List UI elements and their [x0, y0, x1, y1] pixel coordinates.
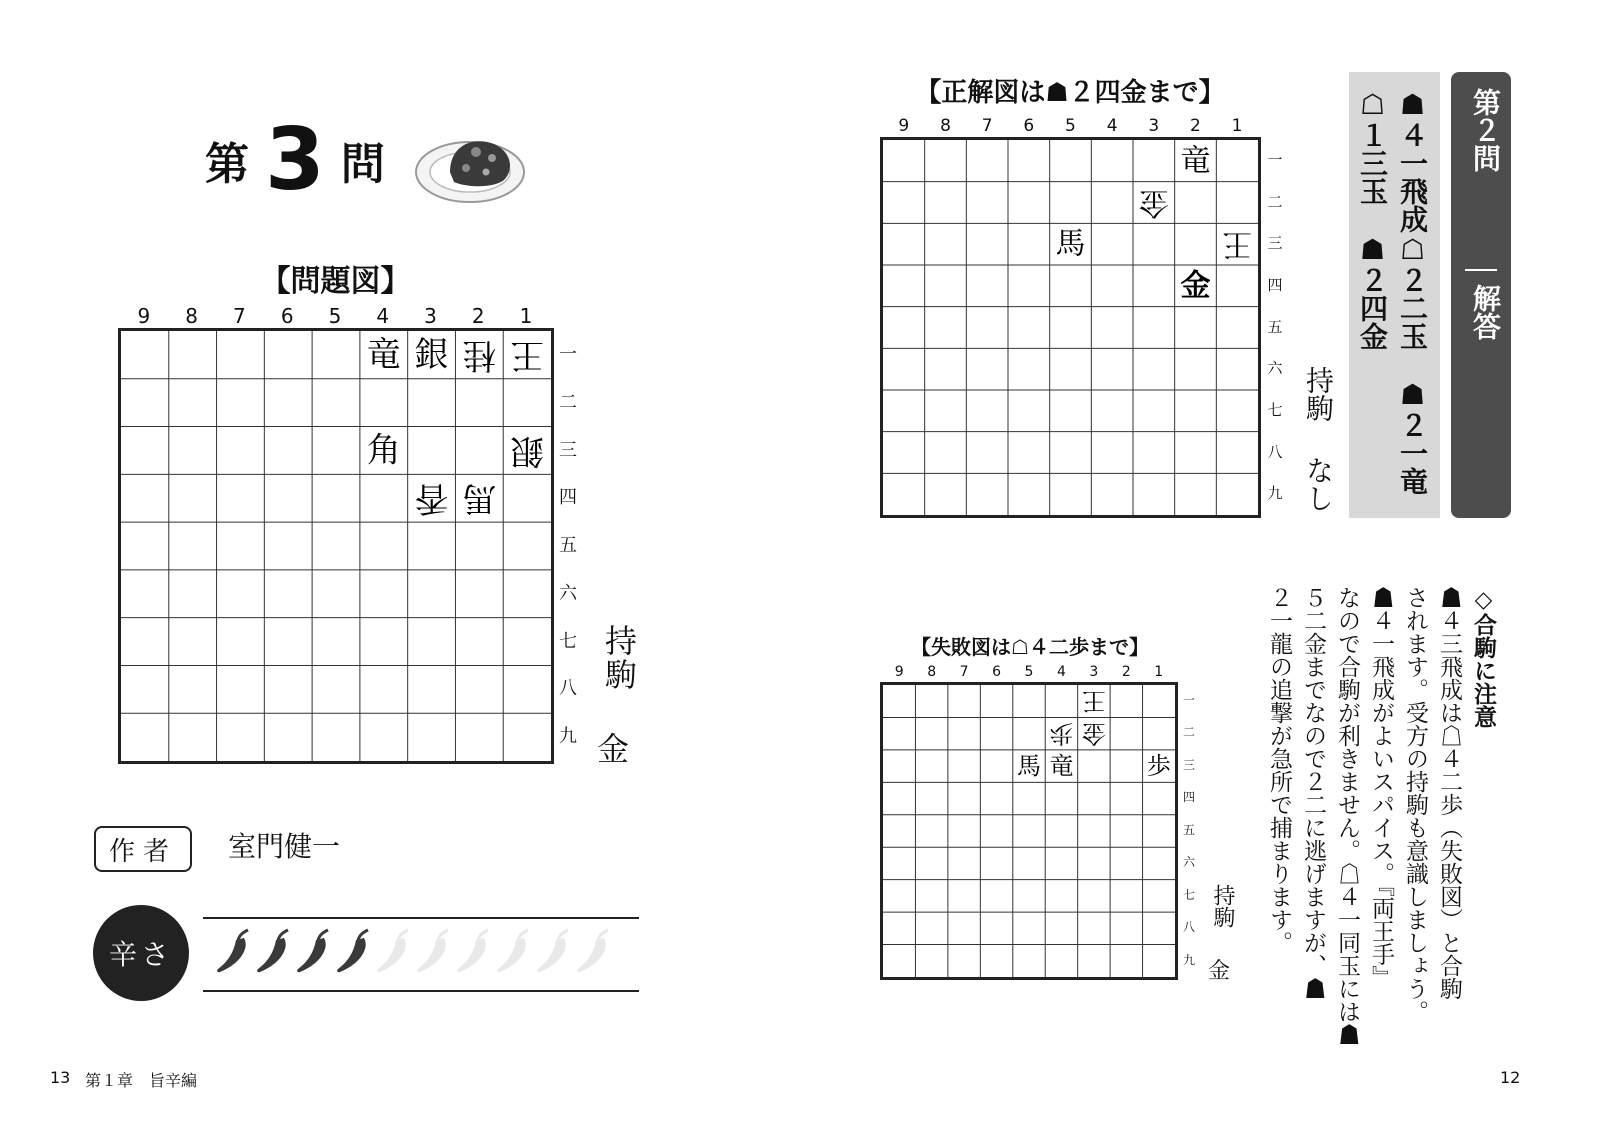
failure-piece-sente: 歩: [1146, 752, 1171, 781]
failure-piece-gote: 金: [1081, 719, 1106, 748]
solution-column-label: 4: [1106, 116, 1118, 136]
failure-row-label: 八: [1182, 920, 1195, 935]
failure-row-label: 六: [1182, 855, 1195, 870]
failure-column-label: 2: [1121, 664, 1131, 680]
problem-piece-sente: 角: [366, 430, 401, 471]
solution-row-label: 一: [1267, 151, 1283, 169]
failure-piece-sente: 馬: [1017, 752, 1041, 781]
answer-tab-title: 第２問: [1469, 88, 1502, 172]
solution-row-label: 六: [1267, 359, 1283, 378]
solution-mochigoma-value: なし: [1302, 456, 1335, 512]
author-name: 室門健一: [228, 830, 341, 863]
chapter-title: 第１章 旨辛編: [85, 1071, 198, 1090]
solution-row-label: 五: [1267, 317, 1283, 336]
failure-mochigoma-value: 金: [1208, 959, 1231, 984]
answer-moves-line-2: ☖１三玉 ☗２四金: [1356, 88, 1389, 350]
failure-column-label: 4: [1056, 664, 1066, 680]
chili-pepper-empty-icon: [454, 928, 492, 976]
spice-bottom-rule: [203, 990, 639, 992]
problem-column-label: 6: [280, 304, 294, 328]
problem-mochigoma-value: 金: [597, 730, 630, 768]
solution-piece-sente: 金: [1180, 268, 1211, 304]
commentary-line: なので合駒が利きません。☖４一同玉には☗: [1334, 586, 1360, 1046]
failure-row-label: 一: [1182, 693, 1195, 707]
problem-column-label: 5: [328, 304, 342, 328]
chili-pepper-filled-icon: [214, 928, 252, 976]
chili-pepper-empty-icon: [494, 928, 532, 976]
failure-row-label: 三: [1182, 757, 1195, 772]
solution-row-numbers: [1263, 140, 1287, 515]
commentary-text: [1260, 586, 1500, 1046]
problem-column-numbers: [120, 304, 551, 328]
commentary-line: ２一龍の追撃が急所で捕まります。: [1266, 586, 1292, 954]
failure-column-label: 8: [927, 664, 937, 680]
failure-column-label: 3: [1089, 664, 1099, 680]
solution-row-label: 九: [1267, 484, 1283, 503]
problem-column-label: 3: [424, 304, 437, 328]
commentary-line: ☗４一飛成がよいスパイス。『両王手』: [1368, 586, 1394, 989]
failure-mochigoma-label: 持駒: [1210, 884, 1235, 928]
failure-row-numbers: [1179, 684, 1199, 976]
failure-column-label: 5: [1024, 664, 1034, 680]
failure-row-label: 七: [1182, 887, 1195, 902]
problem-row-label: 七: [559, 630, 577, 652]
spice-rating: [214, 928, 612, 978]
problem-diagram-caption: 【問題図】: [260, 264, 411, 299]
solution-column-numbers: [883, 116, 1258, 136]
failure-row-label: 二: [1182, 725, 1195, 740]
failure-row-label: 五: [1182, 822, 1195, 837]
answer-moves-line-1: ☗４一飛成☖２二玉 ☗２一竜: [1396, 88, 1429, 495]
solution-piece-gote: 金: [1138, 185, 1169, 220]
solution-mochigoma-label: 持駒: [1302, 366, 1335, 422]
solution-column-label: 7: [981, 116, 993, 136]
solution-row-label: 二: [1267, 192, 1283, 211]
solution-column-label: 6: [1023, 116, 1035, 136]
commentary-line: されます。受方の持駒も意識しましょう。: [1402, 586, 1428, 1023]
problem-piece-gote: 馬: [462, 478, 497, 519]
failure-column-label: 6: [992, 664, 1001, 680]
problem-piece-gote: 銀: [510, 430, 545, 471]
solution-column-label: 3: [1148, 116, 1160, 136]
failure-column-label: 7: [959, 664, 969, 680]
title-suffix: 問: [340, 139, 385, 190]
failure-caption: 【失敗図は☖４二歩まで】: [911, 635, 1149, 659]
problem-row-numbers: [555, 331, 581, 761]
failure-row-label: 四: [1182, 790, 1195, 805]
failure-piece-sente: 竜: [1049, 752, 1074, 781]
failure-column-numbers: [883, 664, 1175, 680]
problem-row-label: 八: [559, 678, 577, 700]
solution-row-label: 四: [1267, 275, 1283, 294]
solution-row-label: 八: [1267, 442, 1283, 461]
chili-pepper-filled-icon: [254, 928, 292, 976]
failure-piece-gote: 歩: [1049, 719, 1074, 748]
problem-piece-gote: 桂: [462, 334, 497, 375]
problem-row-label: 九: [559, 726, 577, 748]
problem-row-label: 六: [559, 582, 577, 604]
commentary-line: ５二金までなので２二に逃げますが、☗: [1300, 586, 1326, 1000]
problem-row-label: 四: [559, 487, 577, 509]
problem-row-label: 五: [559, 535, 577, 557]
author-label: 作者: [94, 826, 192, 872]
solution-column-label: 2: [1190, 116, 1201, 136]
problem-mochigoma-label: 持駒: [600, 624, 638, 692]
problem-column-label: 8: [185, 304, 199, 328]
problem-column-label: 7: [233, 304, 246, 328]
failure-piece-gote: 王: [1081, 687, 1106, 716]
title-prefix: 第: [205, 139, 249, 190]
problem-column-label: 2: [471, 304, 485, 328]
curry-plate-icon: [414, 124, 526, 210]
solution-piece-sente: 竜: [1180, 143, 1211, 179]
solution-row-label: 三: [1267, 234, 1283, 253]
problem-title: [205, 110, 385, 210]
failure-column-label: 9: [894, 664, 904, 680]
solution-row-label: 七: [1267, 400, 1283, 419]
answer-moves-box: [1349, 72, 1440, 518]
problem-piece-sente: 銀: [414, 334, 449, 375]
chili-pepper-empty-icon: [534, 928, 572, 976]
left-page-number: 13: [50, 1068, 71, 1087]
commentary-line: ☗４三飛成は☖４二歩（失敗図）と合駒: [1436, 586, 1462, 1000]
spice-top-rule: [203, 917, 639, 919]
solution-board: [880, 137, 1261, 518]
failure-board: [880, 682, 1178, 980]
solution-column-label: 8: [940, 116, 951, 136]
solution-piece-sente: 馬: [1055, 226, 1086, 262]
problem-column-label: 1: [519, 304, 533, 328]
problem-row-label: 三: [559, 439, 577, 461]
problem-row-label: 二: [559, 391, 577, 413]
answer-tab-divider: [1465, 269, 1497, 271]
problem-piece-gote: 王: [510, 334, 545, 375]
solution-piece-gote: 王: [1222, 226, 1253, 262]
answer-tab: [1451, 72, 1511, 518]
chili-pepper-empty-icon: [374, 928, 412, 976]
chili-pepper-empty-icon: [414, 928, 452, 976]
problem-piece-sente: 竜: [366, 334, 401, 375]
problem-piece-gote: 香: [414, 478, 449, 519]
chili-pepper-filled-icon: [334, 928, 372, 976]
solution-caption: 【正解図は☗２四金まで】: [915, 78, 1225, 108]
problem-column-label: 9: [137, 304, 151, 328]
solution-column-label: 5: [1065, 116, 1076, 136]
spice-label: 辛さ: [93, 905, 189, 1001]
solution-column-label: 1: [1231, 116, 1243, 136]
answer-tab-subtitle: 解答: [1469, 284, 1502, 340]
chili-pepper-empty-icon: [574, 928, 612, 976]
problem-number: 3: [265, 110, 325, 210]
solution-column-label: 9: [898, 116, 910, 136]
problem-row-label: 一: [559, 344, 577, 365]
problem-board: [118, 328, 554, 764]
right-page-number: 12: [1500, 1068, 1521, 1087]
failure-column-label: 1: [1154, 664, 1164, 680]
problem-column-label: 4: [376, 304, 390, 328]
commentary-heading: ◇合駒に注意: [1470, 586, 1497, 728]
failure-row-label: 九: [1182, 952, 1195, 967]
chili-pepper-filled-icon: [294, 928, 332, 976]
